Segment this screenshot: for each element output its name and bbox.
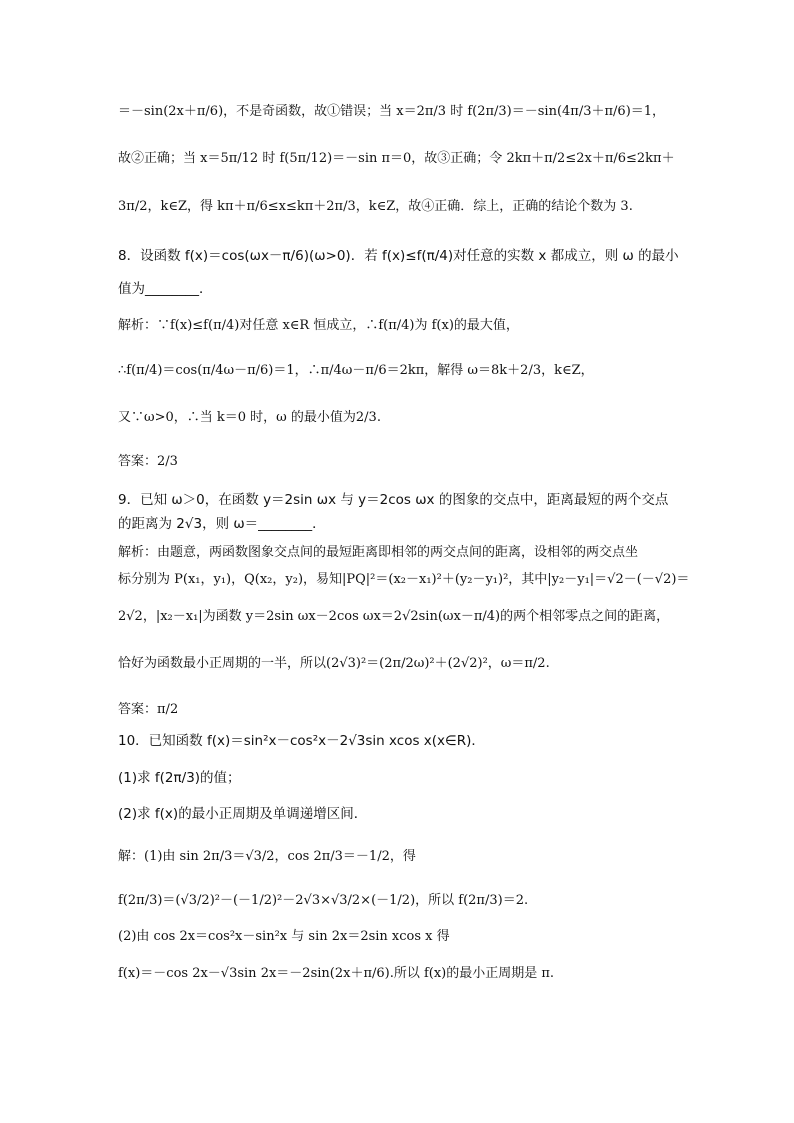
q10-solution-line-3: (2)由 cos 2x＝cos²x－sin²x 与 sin 2x＝2sin xcos x 得 — [118, 929, 450, 944]
q10-solution-line-1: 解：(1)由 sin 2π/3＝√3/2，cos 2π/3＝－1/2，得 — [118, 849, 416, 864]
q9-stem-line-1: 9．已知 ω＞0，在函数 y＝2sin ωx 与 y＝2cos ωx 的图象的交点中，距离最短的两个交点 — [118, 492, 669, 508]
q8-stem-line-2: 值为________． — [118, 281, 213, 297]
solution-line-3: 3π/2，k∈Z，得 kπ＋π/6≤x≤kπ＋2π/3，k∈Z，故④正确．综上，正确的结论个数为 3. — [118, 199, 633, 214]
solution-line-2: 故②正确；当 x＝5π/12 时 f(5π/12)＝－sin π＝0，故③正确；令 2kπ＋π/2≤2x＋π/6≤2kπ＋ — [118, 151, 675, 166]
q10-stem-line-2: (1)求 f(2π/3)的值； — [118, 770, 241, 786]
answer-label: 答案： — [118, 454, 158, 469]
q10-solution-line-4: f(x)＝－cos 2x－√3sin 2x＝－2sin(2x＋π/6).所以 f(x)的最小正周期是 π. — [118, 966, 555, 981]
solution-line-1: ＝－sin(2x＋π/6)，不是奇函数，故①错误；当 x＝2π/3 时 f(2π/3)＝－sin(4π/3＋π/6)＝1， — [118, 104, 666, 119]
q8-solution-line-2: ∴f(π/4)＝cos(π/4ω－π/6)＝1，∴π/4ω－π/6＝2kπ，解得 ω＝8k＋2/3，k∈Z， — [118, 363, 594, 378]
q9-solution-line-1: 解析：由题意，两函数图象交点间的最短距离即相邻的两交点间的距离，设相邻的两交点坐 — [118, 545, 639, 560]
q9-solution-line-4: 恰好为函数最小正周期的一半，所以(2√3)²＝(2π/2ω)²＋(2√2)²，ω＝π/2. — [118, 656, 550, 671]
q10-stem-line-1: 10．已知函数 f(x)＝sin²x－cos²x－2√3sin xcos x(x∈R)． — [118, 733, 485, 749]
q8-answer — [118, 454, 178, 470]
q8-solution-line-1: 解析：∵f(x)≤f(π/4)对任意 x∈R 恒成立，∴f(π/4)为 f(x)的最大值， — [118, 318, 519, 333]
q9-answer — [118, 702, 178, 718]
q9-solution-line-2: 标分别为 P(x₁，y₁)，Q(x₂，y₂)，易知|PQ|²＝(x₂－x₁)²＋(y₂－y₁)²，其中|y₂－y₁|＝√2－(－√2)＝ — [118, 572, 690, 587]
answer-value: π/2 — [157, 702, 179, 717]
q9-stem-line-2: 的距离为 2√3，则 ω＝________． — [118, 516, 326, 532]
q8-solution-line-3: 又∵ω>0，∴当 k＝0 时，ω 的最小值为2/3. — [118, 410, 381, 425]
q10-solution-line-2: f(2π/3)＝(√3/2)²－(－1/2)²－2√3×√3/2×(－1/2)，所以 f(2π/3)＝2. — [118, 893, 529, 908]
q9-solution-line-3: 2√2，|x₂－x₁|为函数 y＝2sin ωx－2cos ωx＝2√2sin(ωx－π/4)的两个相邻零点之间的距离， — [118, 609, 670, 624]
q8-stem-line-1: 8．设函数 f(x)＝cos(ωx－π/6)(ω>0)．若 f(x)≤f(π/4)对任意的实数 x 都成立，则 ω 的最小 — [118, 248, 679, 264]
answer-value: 2/3 — [157, 454, 178, 469]
q10-stem-line-3: (2)求 f(x)的最小正周期及单调递增区间． — [118, 806, 368, 822]
answer-label: 答案： — [118, 702, 158, 717]
